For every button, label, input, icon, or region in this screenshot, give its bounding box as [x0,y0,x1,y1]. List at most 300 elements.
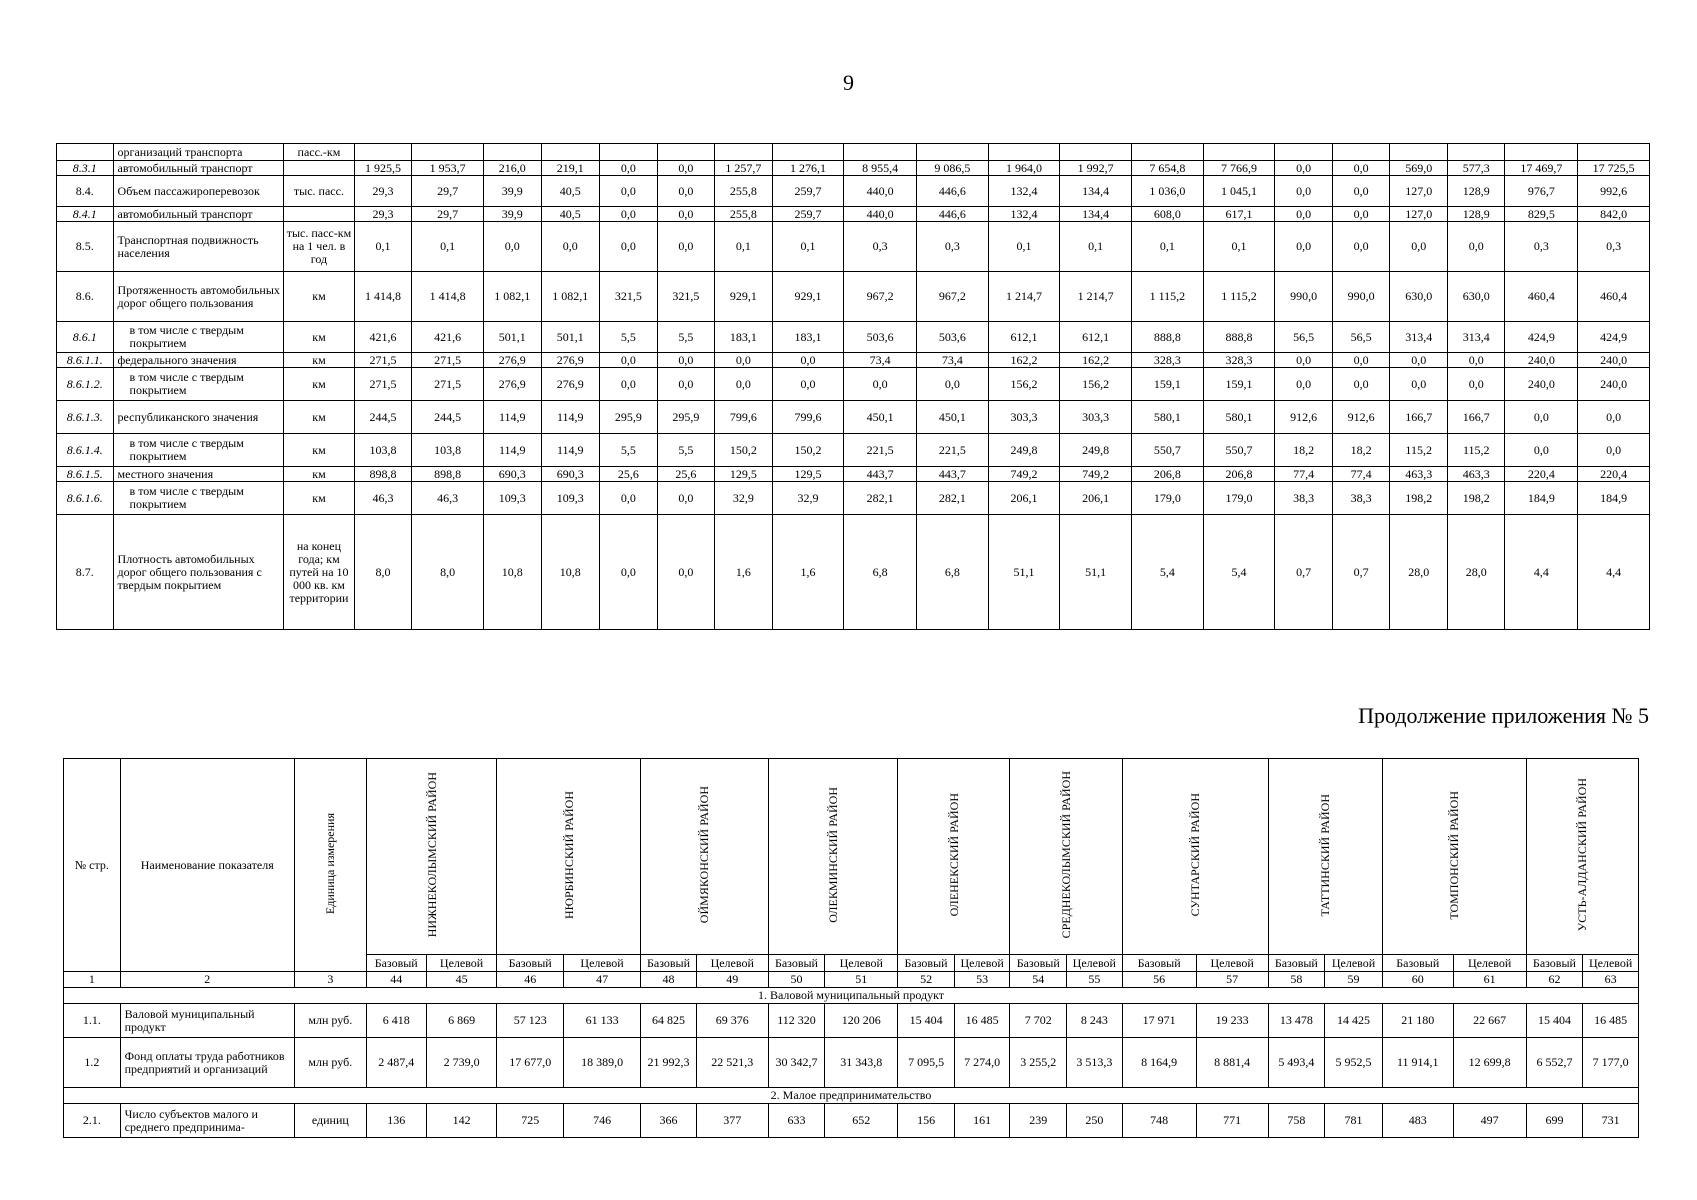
value-cell: 0,0 [657,207,715,222]
header-row-districts [64,759,1639,955]
value-cell: 1,6 [715,515,773,630]
value-cell: 690,3 [483,467,541,482]
value-cell: 503,6 [917,322,989,353]
value-cell: 32,9 [715,482,773,515]
row-unit: км [284,353,355,368]
value-cell: 0,0 [657,368,715,401]
value-cell: 159,1 [1132,368,1204,401]
col-number: 45 [426,972,497,988]
value-cell: 220,4 [1578,467,1650,482]
value-cell: 184,9 [1578,482,1650,515]
value-cell: 1 082,1 [483,272,541,322]
value-cell: 0,0 [1275,368,1333,401]
row-num: 1.2 [64,1038,121,1088]
value-cell: 443,7 [917,467,989,482]
value-cell: 69 376 [696,1004,768,1038]
value-cell: 77,4 [1275,467,1333,482]
value-cell: 630,0 [1447,272,1505,322]
value-cell: 424,9 [1578,322,1650,353]
value-cell: 328,3 [1132,353,1204,368]
value-cell: 120 206 [825,1004,898,1038]
row-unit: единиц [294,1104,366,1138]
value-cell: 18 389,0 [563,1038,640,1088]
section-row [64,988,1639,1004]
value-cell: 19 233 [1196,1004,1268,1038]
value-cell: 17 971 [1122,1004,1196,1038]
value-cell: 725 [497,1104,563,1138]
row-unit [284,207,355,222]
value-cell: 0,0 [1447,353,1505,368]
value-cell: 0,0 [772,368,844,401]
value-cell: 31 343,8 [825,1038,898,1088]
value-cell: 21 180 [1382,1004,1453,1038]
value-cell: 446,6 [917,207,989,222]
top-row [57,482,1650,515]
district-name: СРЕДНЕКОЛЫМСКИЙ РАЙОН [1059,771,1073,939]
value-cell: 15 404 [898,1004,955,1038]
row-code: 8.6.1 [57,322,114,353]
value-cell: 150,2 [715,434,773,467]
value-cell: 0,0 [1275,207,1333,222]
value-cell [988,144,1060,161]
district-name: ТОМПОНСКИЙ РАЙОН [1447,790,1462,920]
value-cell: 303,3 [988,401,1060,434]
value-cell: 313,4 [1447,322,1505,353]
value-cell: 912,6 [1275,401,1333,434]
top-row [57,222,1650,272]
value-cell: 7 702 [1010,1004,1067,1038]
value-cell: 51,1 [988,515,1060,630]
value-cell: 219,1 [541,161,600,176]
value-cell: 8,0 [354,515,412,630]
value-cell: 0,0 [600,515,658,630]
district-name: НЮРБИНСКИЙ РАЙОН [561,790,576,920]
value-cell: 255,8 [715,176,773,207]
row-name: Фонд оплаты труда работников предприятий и организаций [120,1038,294,1088]
value-cell: 25,6 [600,467,658,482]
value-cell: 295,9 [657,401,715,434]
district-name: ОЛЕКМИНСКИЙ РАЙОН [825,787,840,923]
district-header [1526,759,1638,955]
col-number: 46 [497,972,563,988]
value-cell: 184,9 [1505,482,1578,515]
top-row [57,322,1650,353]
value-cell: 73,4 [917,353,989,368]
value-cell: 0,0 [1275,176,1333,207]
value-cell: 179,0 [1132,482,1204,515]
value-cell: 14 425 [1325,1004,1383,1038]
value-cell: 73,4 [844,353,917,368]
value-cell: 127,0 [1390,176,1448,207]
value-cell: 0,0 [657,161,715,176]
col-number: 44 [366,972,426,988]
value-cell: 0,7 [1275,515,1333,630]
value-cell: 1,6 [772,515,844,630]
district-header [768,759,898,955]
col-number: 56 [1122,972,1196,988]
value-cell: 748 [1122,1104,1196,1138]
value-cell: 1 414,8 [412,272,484,322]
value-cell: 5 952,5 [1325,1038,1383,1088]
header-unit [294,759,366,972]
value-cell: 652 [825,1104,898,1138]
col-number: 3 [294,972,366,988]
value-cell: 758 [1268,1104,1325,1138]
value-cell: 40,5 [541,176,600,207]
value-cell: 0,0 [1505,401,1578,434]
value-cell: 16 485 [954,1004,1010,1038]
value-cell: 156 [898,1104,955,1138]
value-cell: 77,4 [1332,467,1390,482]
value-cell: 271,5 [412,353,484,368]
value-cell: 276,9 [541,353,600,368]
value-cell: 183,1 [715,322,773,353]
value-cell: 115,2 [1390,434,1448,467]
data-row [64,1038,1639,1088]
continuation-title: Продолжение приложения № 5 [1358,703,1649,728]
row-name: Объем пассажироперевозок [113,176,284,207]
value-cell: 1 214,7 [1060,272,1132,322]
value-cell: 150,2 [772,434,844,467]
value-cell: 303,3 [1060,401,1132,434]
value-cell: 633 [768,1104,825,1138]
row-num: 1.1. [64,1004,121,1038]
value-cell: 799,6 [772,401,844,434]
value-cell [354,144,412,161]
value-cell: 0,0 [1275,353,1333,368]
district-header [366,759,497,955]
value-cell: 990,0 [1275,272,1333,322]
value-cell: 206,8 [1132,467,1204,482]
value-cell: 5,4 [1203,515,1275,630]
value-cell: 7 274,0 [954,1038,1010,1088]
value-cell: 8 243 [1067,1004,1123,1038]
value-cell: 2 487,4 [366,1038,426,1088]
value-cell: 1 276,1 [772,161,844,176]
value-cell: 18,2 [1275,434,1333,467]
value-cell: 114,9 [541,401,600,434]
value-cell: 580,1 [1203,401,1275,434]
value-cell: 5,5 [657,322,715,353]
value-cell: 57 123 [497,1004,563,1038]
base-label: Базовый [1382,955,1453,972]
value-cell: 771 [1196,1104,1268,1138]
top-row [57,176,1650,207]
value-cell: 463,3 [1447,467,1505,482]
row-code: 8.6.1.5. [57,467,114,482]
value-cell: 550,7 [1203,434,1275,467]
value-cell: 0,3 [1578,222,1650,272]
value-cell: 321,5 [600,272,658,322]
value-cell: 132,4 [988,207,1060,222]
value-cell: 0,0 [1390,222,1448,272]
col-number: 53 [954,972,1010,988]
value-cell: 0,0 [1390,368,1448,401]
value-cell: 271,5 [354,353,412,368]
value-cell [657,144,715,161]
value-cell: 460,4 [1505,272,1578,322]
value-cell: 0,0 [1275,161,1333,176]
row-code: 8.6.1.3. [57,401,114,434]
value-cell: 0,0 [657,353,715,368]
value-cell: 206,1 [988,482,1060,515]
value-cell: 29,7 [412,176,484,207]
row-unit: км [284,467,355,482]
value-cell: 22 521,3 [696,1038,768,1088]
row-name: в том числе с твердым покрытием [113,368,284,401]
target-label: Целевой [1196,955,1268,972]
col-number: 59 [1325,972,1383,988]
target-label: Целевой [1583,955,1639,972]
row-name: автомобильный транспорт [113,207,284,222]
value-cell: 0,0 [1332,161,1390,176]
value-cell: 162,2 [1060,353,1132,368]
col-number: 62 [1526,972,1583,988]
header-name: Наименование показателя [120,759,294,972]
base-label: Базовый [898,955,955,972]
value-cell: 166,7 [1390,401,1448,434]
value-cell: 0,1 [988,222,1060,272]
target-label: Целевой [426,955,497,972]
value-cell: 0,0 [657,176,715,207]
top-indicators-table [56,143,1650,630]
value-cell: 976,7 [1505,176,1578,207]
value-cell: 17 725,5 [1578,161,1650,176]
value-cell: 271,5 [412,368,484,401]
value-cell: 244,5 [354,401,412,434]
district-header [641,759,768,955]
value-cell: 1 257,7 [715,161,773,176]
value-cell: 259,7 [772,176,844,207]
value-cell: 240,0 [1505,353,1578,368]
row-code: 8.6.1.1. [57,353,114,368]
value-cell: 0,1 [772,222,844,272]
value-cell: 6,8 [844,515,917,630]
target-label: Целевой [1067,955,1123,972]
value-cell: 0,0 [600,353,658,368]
value-cell: 5,5 [600,434,658,467]
row-unit: км [284,272,355,322]
value-cell: 39,9 [483,176,541,207]
col-number: 60 [1382,972,1453,988]
value-cell: 25,6 [657,467,715,482]
col-number: 50 [768,972,825,988]
base-label: Базовый [768,955,825,972]
row-unit: км [284,434,355,467]
value-cell: 569,0 [1390,161,1448,176]
data-row [64,1104,1639,1138]
value-cell: 1 992,7 [1060,161,1132,176]
value-cell: 503,6 [844,322,917,353]
value-cell [412,144,484,161]
value-cell: 250 [1067,1104,1123,1138]
value-cell: 0,0 [1275,222,1333,272]
value-cell: 888,8 [1132,322,1204,353]
value-cell: 276,9 [541,368,600,401]
value-cell: 0,0 [1332,176,1390,207]
target-label: Целевой [696,955,768,972]
value-cell: 497 [1453,1104,1526,1138]
bottom-indicators-table [63,758,1639,1138]
value-cell: 440,0 [844,176,917,207]
value-cell: 6 418 [366,1004,426,1038]
value-cell: 1 214,7 [988,272,1060,322]
value-cell: 3 513,3 [1067,1038,1123,1088]
district-header [1010,759,1122,955]
value-cell: 112 320 [768,1004,825,1038]
row-unit: на конец года; км путей на 10 000 кв. км территории [284,515,355,630]
row-unit: км [284,482,355,515]
value-cell: 142 [426,1104,497,1138]
value-cell: 5 493,4 [1268,1038,1325,1088]
value-cell: 9 086,5 [917,161,989,176]
value-cell: 0,0 [600,368,658,401]
value-cell: 731 [1583,1104,1639,1138]
row-code: 8.5. [57,222,114,272]
top-row [57,144,1650,161]
value-cell: 440,0 [844,207,917,222]
value-cell: 0,0 [600,176,658,207]
row-name: в том числе с твердым покрытием [113,322,284,353]
row-code: 8.6.1.2. [57,368,114,401]
value-cell [917,144,989,161]
value-cell: 103,8 [354,434,412,467]
value-cell: 179,0 [1203,482,1275,515]
value-cell: 159,1 [1203,368,1275,401]
value-cell: 17 469,7 [1505,161,1578,176]
value-cell: 630,0 [1390,272,1448,322]
row-code: 8.4.1 [57,207,114,222]
value-cell: 28,0 [1447,515,1505,630]
value-cell: 51,1 [1060,515,1132,630]
section-title: 1. Валовой муниципальный продукт [64,988,1639,1004]
value-cell: 29,3 [354,207,412,222]
value-cell: 61 133 [563,1004,640,1038]
district-header [898,759,1010,955]
value-cell: 781 [1325,1104,1383,1138]
value-cell: 1 925,5 [354,161,412,176]
value-cell: 22 667 [1453,1004,1526,1038]
value-cell: 6 869 [426,1004,497,1038]
value-cell: 550,7 [1132,434,1204,467]
value-cell: 580,1 [1132,401,1204,434]
value-cell: 127,0 [1390,207,1448,222]
value-cell: 114,9 [483,434,541,467]
col-number: 63 [1583,972,1639,988]
value-cell: 128,9 [1447,207,1505,222]
value-cell [772,144,844,161]
value-cell: 0,0 [600,482,658,515]
value-cell: 992,6 [1578,176,1650,207]
top-row [57,207,1650,222]
value-cell: 10,8 [541,515,600,630]
district-name: ОЙМЯКОНСКИЙ РАЙОН [697,786,712,924]
value-cell: 460,4 [1578,272,1650,322]
value-cell [1390,144,1448,161]
value-cell: 898,8 [412,467,484,482]
district-header [1268,759,1382,955]
district-name: СУНТАРСКИЙ РАЙОН [1188,793,1203,917]
value-cell: 366 [641,1104,697,1138]
value-cell [1578,144,1650,161]
value-cell: 134,4 [1060,176,1132,207]
col-number: 51 [825,972,898,988]
value-cell: 5,5 [657,434,715,467]
row-code: 8.7. [57,515,114,630]
base-label: Базовый [1526,955,1583,972]
value-cell: 0,0 [1332,353,1390,368]
district-header [1122,759,1268,955]
value-cell: 0,0 [1578,434,1650,467]
value-cell: 450,1 [917,401,989,434]
row-num: 2.1. [64,1104,121,1138]
value-cell [1447,144,1505,161]
value-cell: 166,7 [1447,401,1505,434]
value-cell: 129,5 [772,467,844,482]
value-cell: 156,2 [1060,368,1132,401]
value-cell: 0,0 [1332,368,1390,401]
header-row-col-numbers [64,972,1639,988]
col-number: 54 [1010,972,1067,988]
row-name: федерального значения [113,353,284,368]
value-cell: 0,1 [412,222,484,272]
value-cell [541,144,600,161]
value-cell: 328,3 [1203,353,1275,368]
target-label: Целевой [1325,955,1383,972]
value-cell: 929,1 [715,272,773,322]
value-cell: 12 699,8 [1453,1038,1526,1088]
value-cell: 8 881,4 [1196,1038,1268,1088]
value-cell: 990,0 [1332,272,1390,322]
value-cell: 7 766,9 [1203,161,1275,176]
value-cell: 0,0 [1505,434,1578,467]
value-cell: 221,5 [844,434,917,467]
value-cell: 0,7 [1332,515,1390,630]
value-cell: 0,0 [1390,353,1448,368]
value-cell [1132,144,1204,161]
value-cell: 271,5 [354,368,412,401]
value-cell: 0,0 [917,368,989,401]
value-cell: 4,4 [1505,515,1578,630]
value-cell: 216,0 [483,161,541,176]
value-cell: 0,0 [657,222,715,272]
value-cell: 424,9 [1505,322,1578,353]
value-cell: 161 [954,1104,1010,1138]
value-cell: 109,3 [541,482,600,515]
target-label: Целевой [1453,955,1526,972]
value-cell: 1 115,2 [1132,272,1204,322]
value-cell: 421,6 [354,322,412,353]
value-cell: 6 552,7 [1526,1038,1583,1088]
value-cell: 114,9 [483,401,541,434]
value-cell: 56,5 [1275,322,1333,353]
row-name: Плотность автомобильных дорог общего пользования с твердым покрытием [113,515,284,630]
value-cell: 967,2 [844,272,917,322]
value-cell: 842,0 [1578,207,1650,222]
value-cell: 28,0 [1390,515,1448,630]
value-cell: 1 045,1 [1203,176,1275,207]
row-name: Протяженность автомобильных дорог общего пользования [113,272,284,322]
value-cell: 377 [696,1104,768,1138]
value-cell: 690,3 [541,467,600,482]
value-cell: 128,9 [1447,176,1505,207]
district-header [497,759,641,955]
value-cell: 929,1 [772,272,844,322]
value-cell: 0,1 [1203,222,1275,272]
value-cell: 29,3 [354,176,412,207]
row-unit [284,161,355,176]
value-cell: 244,5 [412,401,484,434]
